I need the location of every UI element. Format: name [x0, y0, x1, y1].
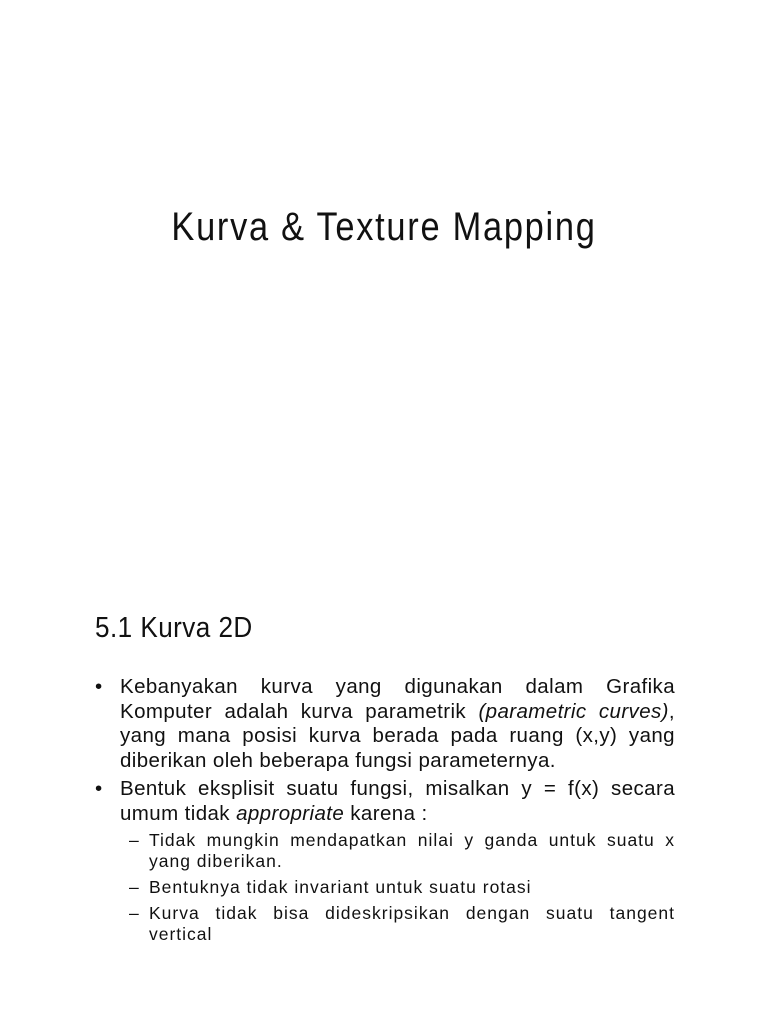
bullet-italic-text: (parametric curves): [478, 699, 669, 723]
section-kurva-2d: [95, 612, 675, 950]
sub-bullet-item: [120, 877, 675, 898]
bullet-text: karena :: [344, 801, 428, 825]
bullet-text: , yang mana posisi kurva berada pada ruang (x,y) yang diberikan oleh beberapa fungsi parameternya.: [120, 699, 675, 772]
page-title: Kurva & Texture Mapping: [171, 205, 597, 249]
bullet-marker: •: [95, 777, 103, 800]
bullet-list: [95, 675, 675, 945]
bullet-item: [95, 675, 675, 773]
bullet-text: Bentuk eksplisit suatu fungsi, misalkan y = f(x) secara umum tidak: [120, 777, 675, 825]
bullet-text: Kebanyakan kurva yang digunakan dalam Grafika Komputer adalah kurva parametrik: [120, 675, 675, 723]
sub-bullet-item: [120, 903, 675, 945]
bullet-italic-text: appropriate: [236, 801, 345, 825]
dash-marker: –: [129, 903, 140, 923]
sub-bullet-text: Kurva tidak bisa dideskripsikan dengan suatu tangent vertical: [149, 903, 675, 944]
section-heading: 5.1 Kurva 2D: [95, 612, 253, 644]
bullet-item: [95, 777, 675, 945]
bullet-marker: •: [95, 675, 103, 698]
sub-bullet-item: [120, 830, 675, 872]
sub-bullet-list: [120, 830, 675, 945]
sub-bullet-text: Tidak mungkin mendapatkan nilai y ganda untuk suatu x yang diberikan.: [149, 830, 675, 871]
sub-bullet-text: Bentuknya tidak invariant untuk suatu rotasi: [149, 877, 532, 897]
dash-marker: –: [129, 877, 140, 897]
dash-marker: –: [129, 830, 140, 850]
